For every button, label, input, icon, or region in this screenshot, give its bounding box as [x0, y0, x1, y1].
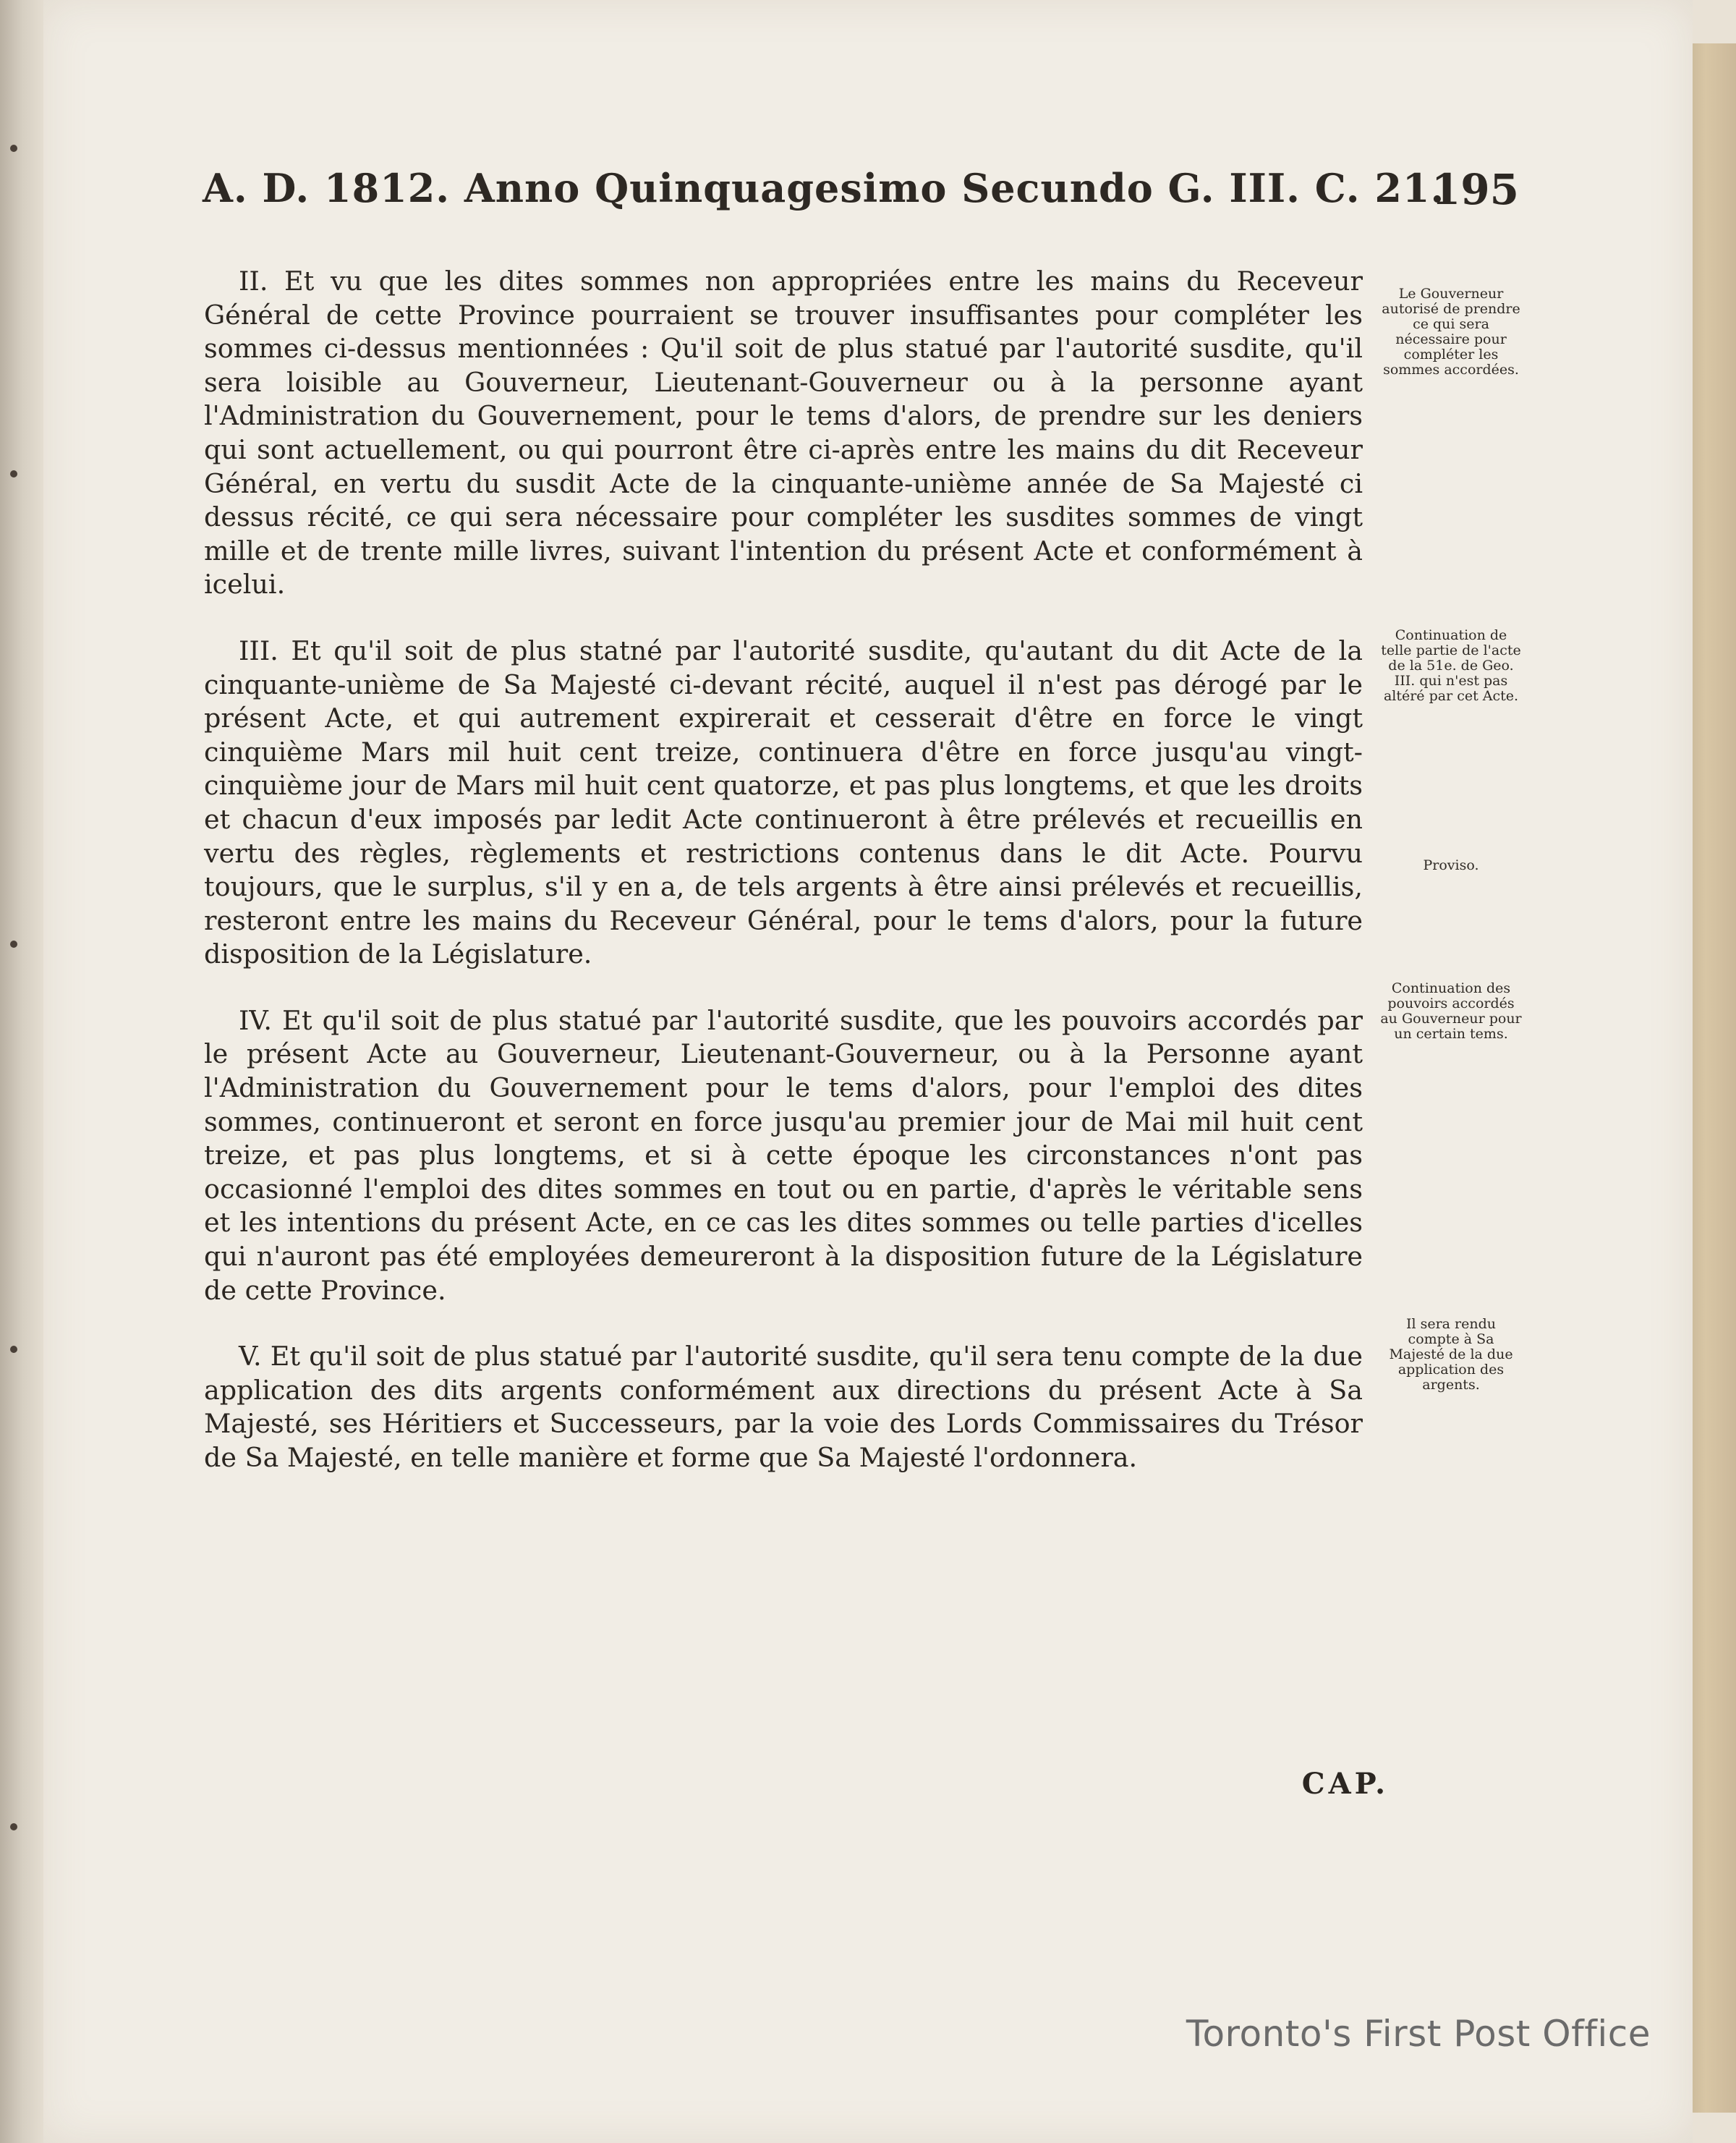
margin-note-section-ii: Le Gouverneur autorisé de prendre ce qui sera nécessaire pour compléter les sommes accordées.: [1382, 286, 1520, 378]
margin-note-section-iv: Continuation des pouvoirs accordés au Gouverneur pour un certain tems.: [1380, 980, 1522, 1042]
margin-note-section-v: Il sera rendu compte à Sa Majesté de la due application des argents.: [1389, 1316, 1513, 1393]
section-ii-paragraph: II. Et vu que les dites sommes non appropriées entre les mains du Receveur Général de cette Province pourraient se trouver insuffisantes pour compléter les sommes ci-dessus mentionnées : Qu'il soit de plus statué par l'autorité susdite, qu'il sera loisible au Gouverneur, Lieutenant-Gouverneur ou à la personne ayant l'Administration du Gouvernement, pour le tems d'alors, de prendre sur les deniers qui sont actuellement, ou qui pourront être ci-après entre les mains du dit Receveur Général, en vertu du susdit Acte de la cinquante-unième année de Sa Majesté ci dessus récité, ce qui sera nécessaire pour compléter les susdites sommes de vingt mille et de trente mille livres, suivant l'intention du présent Acte et conformément à icelui.: [204, 266, 1363, 601]
binding-stitch-mark: [10, 1346, 17, 1353]
running-title: A. D. 1812. Anno Quinquagesimo Secundo G. III. C. 21.: [203, 165, 1445, 211]
section-iv-paragraph: IV. Et qu'il soit de plus statué par l'autorité susdite, que les pouvoirs accordés par le présent Acte au Gouverneur, Lieutenant-Gouverneur, ou à la Personne ayant l'Administration du Gouvernement pour le tems d'alors, pour l'emploi des dites sommes, continueront et seront en force jusqu'au premier jour de Mai mil huit cent treize, et pas plus longtems, et si à cette époque les circonstances n'ont pas occasionné l'emploi des dites sommes en tout ou en partie, d'après le véritable sens et les intentions du présent Acte, en ce cas les dites sommes ou telle parties d'icelles qui n'auront pas été employées demeureront à la disposition future de la Législature de cette Province.: [204, 1004, 1363, 1306]
section-iii-paragraph: III. Et qu'il soit de plus statné par l'autorité susdite, qu'autant du dit Acte de la cinquante-unième de Sa Majesté ci-devant récité, auquel il n'est pas dérogé par le présent Acte, et qui autrement expirerait et cesserait d'être en force le vingt cinquième Mars mil huit cent treize, continuera d'être en force jusqu'au vingt-cinquième jour de Mars mil huit cent quatorze, et pas plus longtems, et que les droits et chacun d'eux imposés par ledit Acte continueront à être prélevés et recueillis en vertu des règles, règlements et restrictions contenus dans le dit Acte. Pourvu toujours, que le surplus, s'il y en a, de tels argents à être ainsi prélevés et recueillis, resteront entre les mains du Receveur Général, pour le tems d'alors, pour la future disposition de la Législature.: [204, 635, 1363, 970]
statute-body: [204, 265, 1363, 1508]
page-number: 195: [1431, 165, 1519, 214]
section-v-paragraph: V. Et qu'il soit de plus statué par l'autorité susdite, qu'il sera tenu compte de la due application des dits argents conformément aux directions du présent Acte à Sa Majesté, ses Héritiers et Successeurs, par la voie des Lords Commissaires du Trésor de Sa Majesté, en telle manière et forme que Sa Majesté l'ordonnera.: [204, 1341, 1363, 1473]
margin-note-proviso: Proviso.: [1423, 857, 1479, 873]
binding-stitch-mark: [10, 470, 17, 478]
margin-note-section-iii: Continuation de telle partie de l'acte de la 51e. de Geo. III. qui n'est pas altéré par cet Acte.: [1381, 627, 1521, 704]
running-head: [159, 165, 1519, 216]
binding-stitch-mark: [10, 145, 17, 152]
binding-stitch-mark: [10, 1823, 17, 1830]
binding-stitch-mark: [10, 941, 17, 948]
watermark-label: Toronto's First Post Office: [1186, 2013, 1651, 2055]
catchword: CAP.: [1301, 1767, 1389, 1801]
